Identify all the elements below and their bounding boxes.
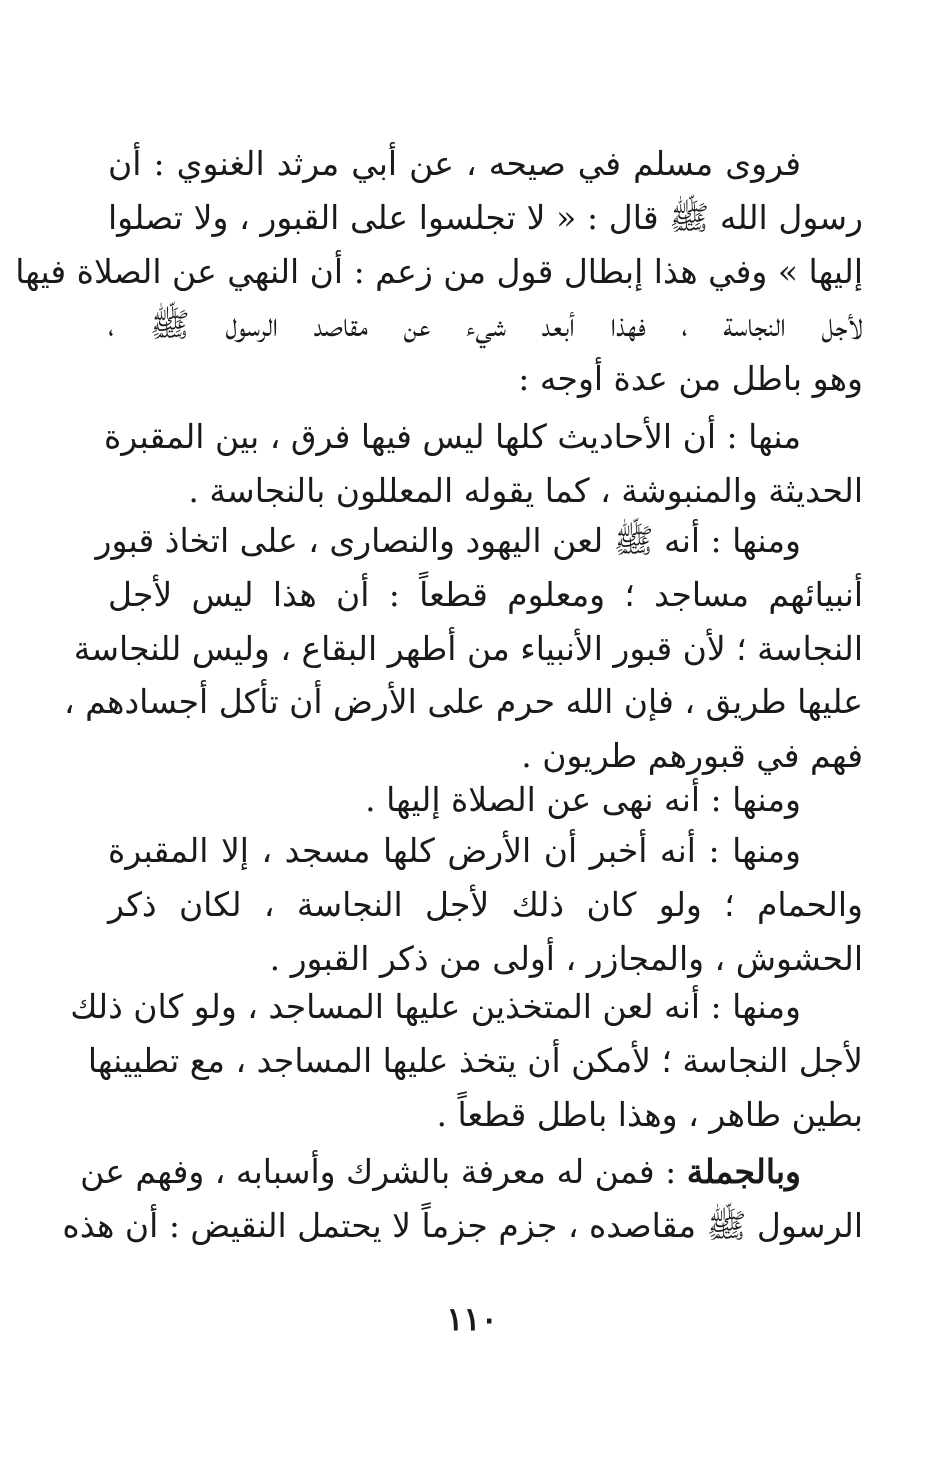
page-number: ١١٠	[446, 1300, 498, 1338]
text-line: عليها طريق ، فإن الله حرم على الأرض أن تأكل أجسادهم ،	[63, 682, 863, 722]
text-line: ومنها : أنه ﷺ لعن اليهود والنصارى ، على اتخاذ قبور	[95, 521, 801, 560]
text-line: ومنها : أنه أخبر أن الأرض كلها مسجد ، إلا المقبرة	[108, 831, 801, 870]
paragraph-5	[108, 824, 863, 985]
text-line: رسول الله ﷺ قال : « لا تجلسوا على القبور ، ولا تصلوا	[108, 197, 863, 237]
paragraph-3	[63, 514, 863, 783]
text-line: إليها » وفي هذا إبطال قول من زعم : أن النهي عن الصلاة فيها	[15, 251, 863, 291]
text-line: أنبيائهم مساجد ؛ ومعلوم قطعاً : أن هذا ليس لأجل	[108, 574, 863, 614]
paragraph-1	[15, 137, 863, 406]
text-line: لأجل النجاسة ؛ لأمكن أن يتخذ عليها المساجد ، مع تطيينها	[87, 1040, 863, 1080]
text-line: والحمام ؛ ولو كان ذلك لأجل النجاسة ، لكان ذكر	[108, 884, 863, 924]
paragraph-4	[108, 773, 863, 827]
text-line: ومنها : أنه نهى عن الصلاة إليها .	[365, 780, 801, 819]
text-line: الرسول ﷺ مقاصده ، جزم جزماً لا يحتمل النقيض : أن هذه	[62, 1205, 863, 1245]
paragraph-6	[70, 980, 863, 1141]
text-line-rest: : فمن له معرفة بالشرك وأسبابه ، وفهم عن	[80, 1152, 687, 1191]
paragraph-2	[104, 410, 863, 518]
text-line: النجاسة ؛ لأن قبور الأنبياء من أطهر البقاع ، وليس للنجاسة	[73, 628, 863, 668]
text-line: فهم في قبورهم طريون .	[521, 736, 863, 776]
text-line: الحشوش ، والمجازر ، أولى من ذكر القبور .	[269, 938, 863, 978]
text-line: وهو باطل من عدة أوجه :	[518, 359, 863, 399]
text-line: بطين طاهر ، وهذا باطل قطعاً .	[436, 1094, 863, 1134]
text-line: ومنها : أنه لعن المتخذين عليها المساجد ، ولو كان ذلك	[70, 987, 801, 1026]
paragraph-7	[62, 1145, 863, 1253]
text-line: منها : أن الأحاديث كلها ليس فيها فرق ، بين المقبرة	[104, 417, 801, 456]
text-line: فروى مسلم في صيحه ، عن أبي مرثد الغنوي : أن	[108, 144, 801, 183]
text-line	[80, 1145, 863, 1199]
text-line: الحديثة والمنبوشة ، كما يقوله المعللون بالنجاسة .	[188, 470, 863, 510]
paragraph-lead-word: وبالجملة	[686, 1152, 801, 1191]
text-line: لأجل النجاسة ، فهذا أبعد شيء عن مقاصد الرسول ﷺ ،	[108, 305, 863, 345]
